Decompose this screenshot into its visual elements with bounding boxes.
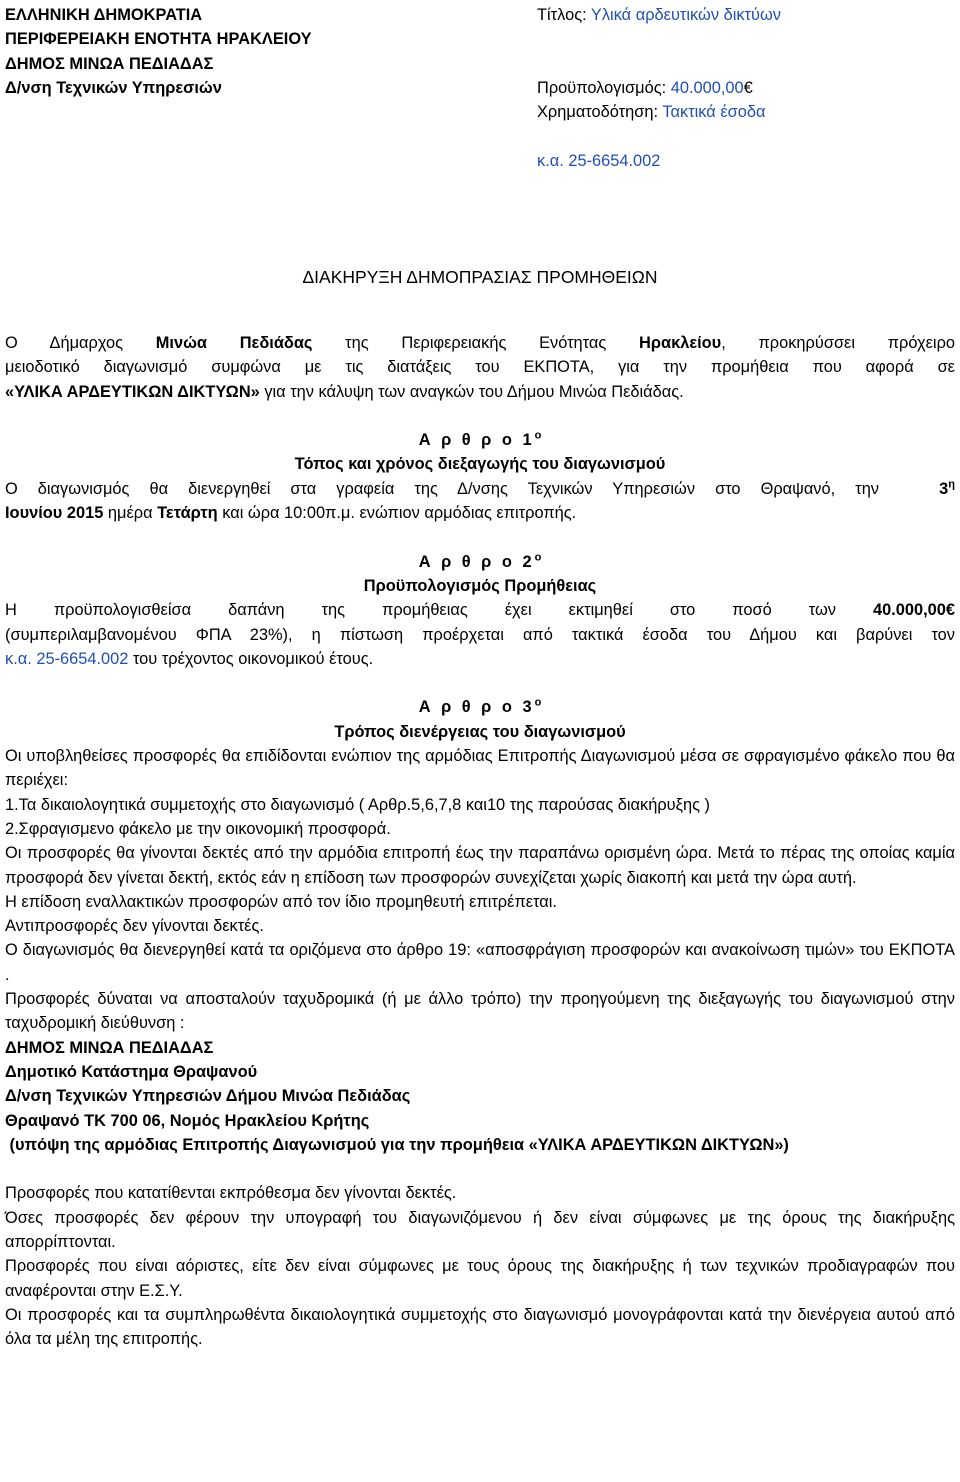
intro-line <box>5 331 955 355</box>
title-value: Υλικά αρδευτικών δικτύων <box>590 6 781 24</box>
spacer <box>5 404 955 428</box>
text-run: του τρέχοντος οικονομικού έτους. <box>128 649 374 668</box>
date-day: 3 <box>939 479 949 498</box>
title-label: Τίτλος: <box>537 6 587 24</box>
paragraph: Ο διαγωνισμός θα διενεργηθεί κατά τα οριζόμενα στο άρθρο 19: «αποσφράγιση προσφορών και ανακοίνωση τιμών» του ΕΚΠΟΤΑ . <box>5 941 955 984</box>
article-number: Α ρ θ ρ ο 3 <box>418 698 535 717</box>
spacer <box>5 671 955 695</box>
paragraph: Οι προσφορές και τα συμπληρωθέντα δικαιολογητικά συμμετοχής στο διαγωνισμό μονογράφονται κατά την διενέργεια αυτού από όλα τα μέλη της επιτροπής. <box>5 1305 955 1349</box>
article-subtitle: Προϋπολογισμός Προμήθειας <box>363 576 597 595</box>
municipality-name: Μινώα Πεδιάδας <box>155 334 313 352</box>
text-run: της Περιφερειακής Ενότητας <box>345 334 607 352</box>
text-run: Η προϋπολογισθείσα δαπάνη της προμήθειας έχει εκτιμηθεί στο ποσό των <box>5 601 836 620</box>
budget-amount: 40.000,00 <box>872 601 946 620</box>
supply-name: «ΥΛΙΚΑ ΑΡΔΕΥΤΙΚΩΝ ΔΙΚΤΥΩΝ» <box>5 382 260 401</box>
document-title: ΔΙΑΚΗΡΥΞΗ ΔΗΜΟΠΡΑΣΙΑΣ ΠΡΟΜΗΘΕΙΩΝ <box>302 267 658 287</box>
euro-icon: € <box>743 78 753 97</box>
intro-line: μειοδοτικό διαγωνισμό συμφώνα με τις διατάξεις του ΕΚΠΟΤΑ, για την προμήθεια που αφορά σε <box>5 358 955 377</box>
issuer-line: ΠΕΡΙΦΕΡΕΙΑΚΗ ΕΝΟΤΗΤΑ ΗΡΑΚΛΕΙΟΥ <box>5 30 312 49</box>
issuer-line: Δ/νση Τεχνικών Υπηρεσιών <box>5 78 222 97</box>
issuer-line: ΕΛΛΗΝΙΚΗ ΔΗΜΟΚΡΑΤΙΑ <box>5 6 203 24</box>
ordinal-mark: ο <box>534 429 542 442</box>
article2-line <box>5 598 955 622</box>
issuer-line: ΔΗΜΟΣ ΜΙΝΩΑ ΠΕΔΙΑΔΑΣ <box>5 54 214 73</box>
article-number: Α ρ θ ρ ο 2 <box>418 552 535 571</box>
ordinal-mark: η <box>948 478 955 491</box>
address-line: Δ/νση Τεχνικών Υπηρεσιών Δήμου Μινώα Πεδιάδας <box>5 1087 411 1106</box>
article2-line: (συμπεριλαμβανομένου ΦΠΑ 23%), η πίστωση προέρχεται από τακτικά έσοδα του Δήμου και βαρύνει τον <box>5 625 955 644</box>
budget-code: κ.α. 25-6654.002 <box>537 151 661 170</box>
issuer-block <box>5 3 312 100</box>
paragraph: Προσφορές που είναι αόριστες, είτε δεν είναι σύμφωνες με τους όρους της διακήρυξης ή των τεχνικών προδιαγραφών που αναφέρονται στην Ε.Σ.Υ. <box>5 1257 955 1300</box>
article-number: Α ρ θ ρ ο 1 <box>418 431 535 450</box>
budget-code: κ.α. 25-6654.002 <box>5 649 129 668</box>
intro-line <box>5 380 955 404</box>
article1-line <box>5 501 955 525</box>
article1-line <box>5 477 955 501</box>
paragraph: Οι προσφορές θα γίνονται δεκτές από την αρμόδια επιτροπή έως την παραπάνω ορισμένη ώρα. Μετά το πέρας της οποίας καμία προσφορά δεν γίνεται δεκτή, εκτός εάν η επίδοση των προσφορών συνεχίζεται χωρίς διακοπή και μετά την ώρα αυτή. <box>5 844 955 887</box>
article-subtitle: Τρόπος διενέργειας του διαγωνισμού <box>334 722 626 741</box>
article-heading <box>5 428 955 452</box>
region-name: Ηρακλείου <box>639 334 722 352</box>
paragraph: Προσφορές δύναται να αποσταλούν ταχυδρομικά (ή με άλλο τρόπο) την προηγούμενη της διεξαγωγής του διαγωνισμού στην ταχυδρομική διεύθυνση : <box>5 990 955 1033</box>
list-item: 2.Σφραγισμενο φάκελο με την οικονομική προσφορά. <box>5 819 391 838</box>
address-line: Δημοτικό Κατάστημα Θραψανού <box>5 1062 258 1081</box>
funding-label: Χρηματοδότηση: <box>537 103 659 122</box>
budget-value: 40.000,00 <box>670 78 744 97</box>
funding-value: Τακτικά έσοδα <box>662 103 766 122</box>
project-title-row <box>537 3 781 27</box>
text-run: για την κάλυψη των αναγκών του Δήμου Μινώα Πεδιάδας. <box>259 382 684 401</box>
ordinal-mark: ο <box>534 551 542 564</box>
article-subtitle: Τόπος και χρόνος διεξαγωγής του διαγωνισμού <box>294 455 666 474</box>
address-line: ΔΗΜΟΣ ΜΙΝΩΑ ΠΕΔΙΑΔΑΣ <box>5 1038 214 1057</box>
spacer <box>537 52 781 76</box>
date-month-year: Ιουνίου 2015 <box>5 504 104 523</box>
budget-label: Προϋπολογισμός: <box>537 78 667 97</box>
project-info-block <box>537 3 781 173</box>
budget-row <box>537 76 781 100</box>
paragraph: Οι υποβληθείσες προσφορές θα επιδίδονται ενώπιον της αρμόδιας Επιτροπής Διαγωνισμού μέσα σε σφραγισμένο φάκελο που θα περιέχει: <box>5 747 955 790</box>
paragraph: Όσες προσφορές δεν φέρουν την υπογραφή του διαγωνιζόμενου ή δεν είναι σύμφωνες με της όρους της διακήρυξης απορρίπτονται. <box>5 1208 955 1251</box>
address-line: Θραψανό ΤΚ 700 06, Νομός Ηρακλείου Κρήτης <box>5 1111 370 1130</box>
text-run: και ώρα 10:00π.μ. ενώπιον αρμόδιας επιτροπής. <box>217 504 577 523</box>
text-run: ημέρα <box>103 504 158 523</box>
article-heading <box>5 695 955 719</box>
weekday: Τετάρτη <box>157 504 218 523</box>
address-line: (υπόψη της αρμόδιας Επιτροπής Διαγωνισμού για την προμήθεια «ΥΛΙΚΑ ΑΡΔΕΥΤΙΚΩΝ ΔΙΚΤΥΩΝ») <box>5 1135 789 1154</box>
spacer <box>5 1157 955 1181</box>
text-run: Ο διαγωνισμός θα διενεργηθεί στα γραφεία της Δ/νσης Τεχνικών Υπηρεσιών στο Θραψανό, την <box>5 479 879 498</box>
paragraph: Η επίδοση εναλλακτικών προσφορών από τον ίδιο προμηθευτή επιτρέπεται. <box>5 892 557 911</box>
text-run: Ο Δήμαρχος <box>5 334 124 352</box>
article2-line <box>5 647 955 671</box>
funding-row <box>537 100 781 124</box>
list-item: 1.Τα δικαιολογητικά συμμετοχής στο διαγωνισμό ( Αρθρ.5,6,7,8 και10 της παρούσας διακήρυξης ) <box>5 795 710 814</box>
spacer <box>537 27 781 51</box>
paragraph: Αντιπροσφορές δεν γίνονται δεκτές. <box>5 917 264 936</box>
paragraph: Προσφορές που κατατίθενται εκπρόθεσμα δεν γίνονται δεκτές. <box>5 1184 457 1203</box>
spacer <box>537 124 781 148</box>
document-body <box>5 331 955 1351</box>
euro-icon: € <box>945 601 955 620</box>
ordinal-mark: ο <box>534 696 542 709</box>
spacer <box>5 525 955 549</box>
article-heading <box>5 550 955 574</box>
text-run: , προκηρύσσει πρόχειρο <box>721 334 956 352</box>
